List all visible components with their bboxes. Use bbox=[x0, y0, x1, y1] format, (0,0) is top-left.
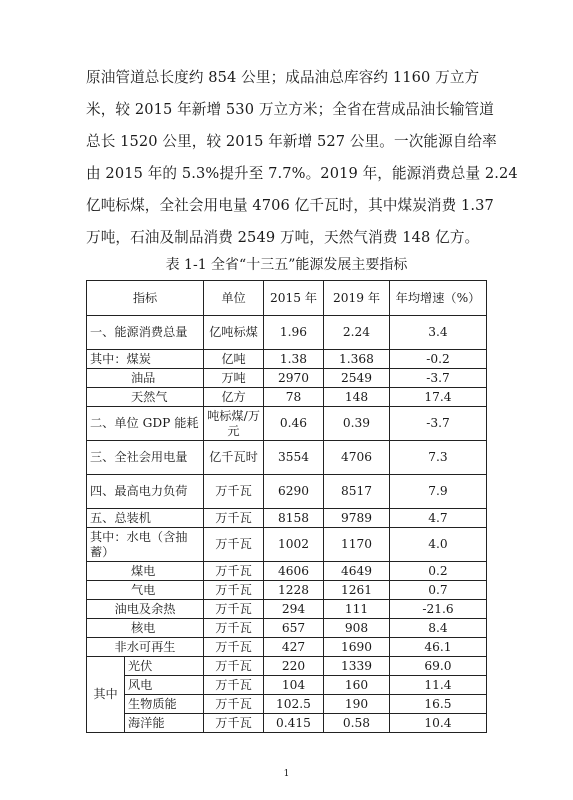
cell-unit: 万千瓦 bbox=[204, 714, 264, 733]
table-row bbox=[87, 316, 487, 350]
cell-growth: 0.7 bbox=[390, 581, 487, 600]
cell-growth: 8.4 bbox=[390, 619, 487, 638]
cell-growth: -21.6 bbox=[390, 600, 487, 619]
cell-growth: 0.2 bbox=[390, 562, 487, 581]
table-row bbox=[87, 509, 487, 528]
cell-indicator: 三、全社会用电量 bbox=[87, 441, 204, 475]
cell-2019: 2.24 bbox=[324, 316, 390, 350]
cell-2019: 1170 bbox=[324, 528, 390, 562]
paragraph-line: 原油管道总长度约 854 公里；成品油总库容约 1160 万立方 bbox=[86, 69, 480, 86]
paragraph-line: 由 2015 年的 5.3%提升至 7.7%。2019 年，能源消费总量 2.24 bbox=[86, 165, 518, 182]
cell-2015: 6290 bbox=[264, 475, 324, 509]
cell-2015: 102.5 bbox=[264, 695, 324, 714]
cell-growth: 17.4 bbox=[390, 388, 487, 407]
cell-unit: 万千瓦 bbox=[204, 657, 264, 676]
cell-unit: 万千瓦 bbox=[204, 528, 264, 562]
header-indicator: 指标 bbox=[87, 281, 204, 316]
cell-indicator: 海洋能 bbox=[125, 714, 204, 733]
cell-2019: 908 bbox=[324, 619, 390, 638]
table-row bbox=[87, 407, 487, 441]
table-row bbox=[87, 581, 487, 600]
cell-2019: 0.58 bbox=[324, 714, 390, 733]
cell-2015: 657 bbox=[264, 619, 324, 638]
cell-2015: 1002 bbox=[264, 528, 324, 562]
cell-growth: 7.3 bbox=[390, 441, 487, 475]
table-row bbox=[87, 369, 487, 388]
cell-2019: 1.368 bbox=[324, 350, 390, 369]
cell-indicator: 天然气 bbox=[87, 388, 204, 407]
cell-indicator: 生物质能 bbox=[125, 695, 204, 714]
cell-2015: 0.46 bbox=[264, 407, 324, 441]
cell-indicator: 非水可再生 bbox=[87, 638, 204, 657]
cell-unit: 亿千瓦时 bbox=[204, 441, 264, 475]
table-row bbox=[87, 695, 487, 714]
cell-unit: 万千瓦 bbox=[204, 600, 264, 619]
cell-indicator: 其中：煤炭 bbox=[87, 350, 204, 369]
cell-indicator: 一、能源消费总量 bbox=[87, 316, 204, 350]
cell-2019: 9789 bbox=[324, 509, 390, 528]
header-growth: 年均增速（%） bbox=[390, 281, 487, 316]
cell-2015: 1.38 bbox=[264, 350, 324, 369]
table-row bbox=[87, 528, 487, 562]
paragraph-line: 万吨，石油及制品消费 2549 万吨，天然气消费 148 亿方。 bbox=[86, 229, 480, 246]
cell-unit: 万千瓦 bbox=[204, 562, 264, 581]
cell-unit: 万千瓦 bbox=[204, 475, 264, 509]
cell-growth: 4.0 bbox=[390, 528, 487, 562]
cell-growth: -0.2 bbox=[390, 350, 487, 369]
cell-unit: 亿方 bbox=[204, 388, 264, 407]
energy-indicators-table bbox=[86, 280, 487, 733]
table-row bbox=[87, 475, 487, 509]
cell-2015: 3554 bbox=[264, 441, 324, 475]
cell-indicator: 二、单位 GDP 能耗 bbox=[87, 407, 204, 441]
table-row bbox=[87, 441, 487, 475]
cell-growth: 7.9 bbox=[390, 475, 487, 509]
cell-2015: 8158 bbox=[264, 509, 324, 528]
cell-unit: 万千瓦 bbox=[204, 676, 264, 695]
paragraph-line: 总长 1520 公里，较 2015 年新增 527 公里。一次能源自给率 bbox=[86, 133, 497, 150]
cell-indicator: 油电及余热 bbox=[87, 600, 204, 619]
cell-indicator: 油品 bbox=[87, 369, 204, 388]
cell-2019: 1690 bbox=[324, 638, 390, 657]
cell-unit: 亿吨标煤 bbox=[204, 316, 264, 350]
cell-2019: 0.39 bbox=[324, 407, 390, 441]
cell-unit: 万吨 bbox=[204, 369, 264, 388]
group-label: 其中 bbox=[87, 657, 125, 733]
cell-unit: 万千瓦 bbox=[204, 509, 264, 528]
cell-indicator: 光伏 bbox=[125, 657, 204, 676]
header-2015: 2015 年 bbox=[264, 281, 324, 316]
table-row bbox=[87, 350, 487, 369]
cell-indicator: 五、总装机 bbox=[87, 509, 204, 528]
table-row bbox=[87, 638, 487, 657]
cell-indicator: 气电 bbox=[87, 581, 204, 600]
cell-2015: 4606 bbox=[264, 562, 324, 581]
cell-2019: 1261 bbox=[324, 581, 390, 600]
cell-2019: 160 bbox=[324, 676, 390, 695]
cell-2015: 1.96 bbox=[264, 316, 324, 350]
table-header-row bbox=[87, 281, 487, 316]
cell-growth: 10.4 bbox=[390, 714, 487, 733]
cell-2015: 294 bbox=[264, 600, 324, 619]
cell-2019: 111 bbox=[324, 600, 390, 619]
cell-2015: 427 bbox=[264, 638, 324, 657]
cell-2019: 190 bbox=[324, 695, 390, 714]
table-caption: 表 1-1 全省“十三五”能源发展主要指标 bbox=[165, 257, 408, 273]
cell-growth: 3.4 bbox=[390, 316, 487, 350]
cell-unit: 万千瓦 bbox=[204, 638, 264, 657]
cell-indicator: 四、最高电力负荷 bbox=[87, 475, 204, 509]
cell-2019: 8517 bbox=[324, 475, 390, 509]
paragraph-line: 米，较 2015 年新增 530 万立方米；全省在营成品油长输管道 bbox=[86, 101, 494, 118]
cell-2019: 4706 bbox=[324, 441, 390, 475]
cell-2019: 4649 bbox=[324, 562, 390, 581]
cell-indicator: 风电 bbox=[125, 676, 204, 695]
table-row bbox=[87, 600, 487, 619]
header-2019: 2019 年 bbox=[324, 281, 390, 316]
cell-indicator: 其中：水电（含抽蓄） bbox=[87, 528, 204, 562]
cell-growth: 4.7 bbox=[390, 509, 487, 528]
cell-unit: 亿吨 bbox=[204, 350, 264, 369]
cell-2015: 2970 bbox=[264, 369, 324, 388]
cell-2015: 0.415 bbox=[264, 714, 324, 733]
table-row bbox=[87, 388, 487, 407]
header-unit: 单位 bbox=[204, 281, 264, 316]
cell-2015: 104 bbox=[264, 676, 324, 695]
table-row bbox=[87, 657, 487, 676]
cell-unit: 万千瓦 bbox=[204, 581, 264, 600]
cell-growth: 16.5 bbox=[390, 695, 487, 714]
cell-2015: 1228 bbox=[264, 581, 324, 600]
cell-2019: 148 bbox=[324, 388, 390, 407]
table-row bbox=[87, 562, 487, 581]
body-paragraph bbox=[86, 62, 518, 254]
paragraph-line: 亿吨标煤，全社会用电量 4706 亿千瓦时，其中煤炭消费 1.37 bbox=[86, 197, 494, 214]
cell-indicator: 煤电 bbox=[87, 562, 204, 581]
cell-unit: 万千瓦 bbox=[204, 619, 264, 638]
cell-indicator: 核电 bbox=[87, 619, 204, 638]
cell-growth: -3.7 bbox=[390, 407, 487, 441]
table-row bbox=[87, 676, 487, 695]
cell-unit: 万千瓦 bbox=[204, 695, 264, 714]
cell-growth: 46.1 bbox=[390, 638, 487, 657]
cell-unit: 吨标煤/万元 bbox=[204, 407, 264, 441]
cell-2019: 1339 bbox=[324, 657, 390, 676]
cell-2019: 2549 bbox=[324, 369, 390, 388]
table-row bbox=[87, 714, 487, 733]
cell-2015: 78 bbox=[264, 388, 324, 407]
table-row bbox=[87, 619, 487, 638]
page-number: 1 bbox=[283, 769, 290, 779]
cell-2015: 220 bbox=[264, 657, 324, 676]
cell-growth: -3.7 bbox=[390, 369, 487, 388]
cell-growth: 11.4 bbox=[390, 676, 487, 695]
cell-growth: 69.0 bbox=[390, 657, 487, 676]
